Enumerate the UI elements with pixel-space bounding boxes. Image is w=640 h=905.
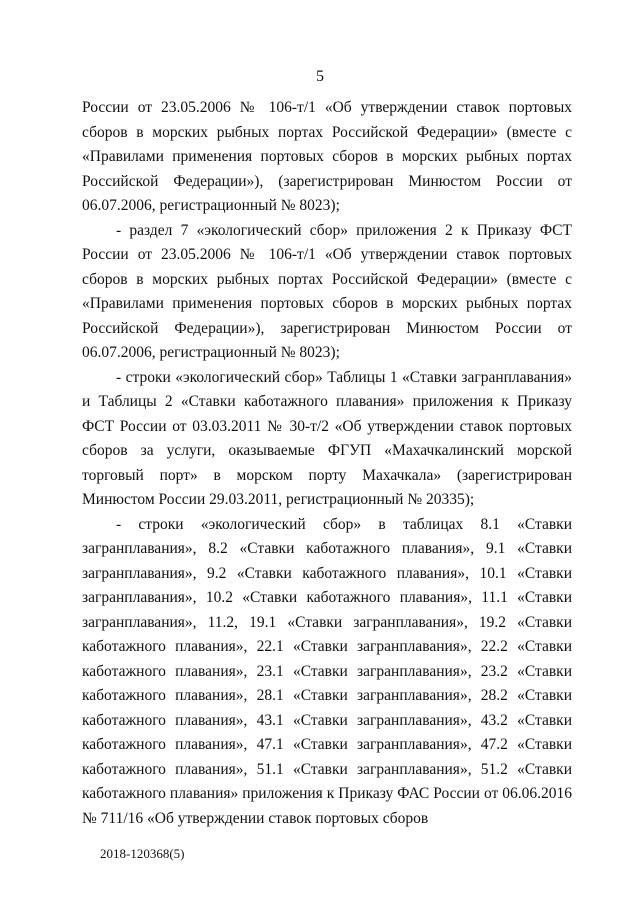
paragraph-table-1-2: - строки «экологический сбор» Таблицы 1 «Ставки загранплавания» и Таблицы 2 «Ставки каботажного плавания» приложения к Приказу ФСТ России от 03.03.2011 № 30-т/2 «Об утверждении ставок портовых сборов за услуги, оказываемые ФГУП «Махачкалинский морской торговый порт» в морском порту Махачкала» (зарегистрирован Минюстом России 29.03.2011, регистрационный № 20335); [82,368,572,508]
paragraph-tables-list: - строки «экологический сбор» в таблицах 8.1 «Ставки загранплавания», 8.2 «Ставки каботажного плавания», 9.1 «Ставки загранплавания», 9.2 «Ставки каботажного плавания», 10.1 «Ставки загранплавания», 10.2 «Ставки каботажного плавания», 11.1 «Ставки загранплавания», 11.2, 19.1 «Ставки загранплавания», 19.2 «Ставки каботажного плавания», 22.1 «Ставки загранплавания», 22.2 «Ставки каботажного плавания», 23.1 «Ставки загранплавания», 23.2 «Ставки каботажного плавания», 28.1 «Ставки загранплавания», 28.2 «Ставки каботажного плавания», 43.1 «Ставки загранплавания», 43.2 «Ставки каботажного плавания», 47.1 «Ставки загранплавания», 47.2 «Ставки каботажного плавания», 51.1 «Ставки загранплавания», 51.2 «Ставки каботажного плавания» приложения к Приказу ФАС России от 06.06.2016 № 711/16 «Об утверждении ставок портовых сборов [82,515,572,827]
document-body [82,96,572,831]
page-number: 5 [316,68,324,85]
document-code: 2018-120368(5) [100,846,185,861]
paragraph-continuation: России от 23.05.2006 № 106-т/1 «Об утверждении ставок портовых сборов в морских рыбных портах Российской Федерации» (вместе с «Правилами применения портовых сборов в морских рыбных портах Российской Федерации»), (зарегистрирован Минюстом России от 06.07.2006, регистрационный № 8023); [82,99,572,214]
paragraph-section-7: - раздел 7 «экологический сбор» приложения 2 к Приказу ФСТ России от 23.05.2006 № 106-т/1 «Об утверждении ставок портовых сборов в морских рыбных портах Российской Федерации» (вместе с «Правилами применения портовых сборов в морских рыбных портах Российской Федерации»), зарегистрирован Минюстом России от 06.07.2006, регистрационный № 8023); [82,221,572,361]
